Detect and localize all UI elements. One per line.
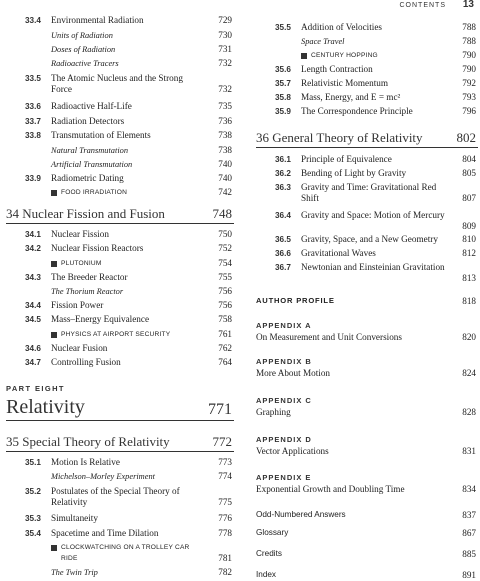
section-number: 33.8 xyxy=(25,131,41,140)
toc-subsection-entry[interactable] xyxy=(6,567,234,578)
section-title: The Twin Trip xyxy=(51,568,98,577)
section-title: Motion Is Relative xyxy=(51,457,120,467)
page-ref: 773 xyxy=(218,457,232,467)
toc-subsection-entry[interactable] xyxy=(6,286,234,297)
section-title: Bending of Light by Gravity xyxy=(301,168,407,178)
section-number: 35.1 xyxy=(25,458,41,467)
page-ref: 790 xyxy=(462,50,476,60)
page-ref: 810 xyxy=(462,234,476,244)
page-ref: 781 xyxy=(218,553,232,563)
running-header xyxy=(0,0,480,12)
chapter-number: 35 xyxy=(6,434,19,449)
page-ref: 820 xyxy=(462,332,476,342)
appendix-label: APPENDIX C xyxy=(256,396,312,405)
page-ref: 813 xyxy=(462,273,476,283)
section-title: The Correspondence Principle xyxy=(301,106,413,116)
backmatter-title: Credits xyxy=(256,549,282,558)
toc-section-entry[interactable] xyxy=(256,154,478,165)
section-title: Fission Power xyxy=(51,300,104,310)
toc-feature-box-entry[interactable] xyxy=(256,50,478,61)
toc-section-entry[interactable] xyxy=(256,182,478,204)
toc-section-entry[interactable] xyxy=(256,78,478,89)
page-ref: 756 xyxy=(218,286,232,296)
section-title: Newtonian and Einsteinian Gravitation xyxy=(301,262,445,272)
page-ref: 809 xyxy=(462,221,476,231)
toc-section-entry[interactable] xyxy=(6,486,234,508)
page-ref: 738 xyxy=(218,145,232,155)
toc-section-entry[interactable] xyxy=(256,234,478,245)
section-title: PHYSICS AT AIRPORT SECURITY xyxy=(51,329,206,340)
toc-section-entry[interactable] xyxy=(256,210,478,232)
toc-subsection-entry[interactable] xyxy=(256,36,478,47)
section-title: Addition of Velocities xyxy=(301,22,382,32)
backmatter-title: AUTHOR PROFILE xyxy=(256,296,335,305)
chapter-page: 802 xyxy=(456,130,476,145)
toc-section-entry[interactable] xyxy=(6,272,234,283)
section-number: 36.6 xyxy=(275,249,291,258)
toc-feature-box-entry[interactable] xyxy=(6,542,234,564)
appendix-label: APPENDIX E xyxy=(256,473,312,482)
toc-section-entry[interactable] xyxy=(6,243,234,254)
toc-section-entry[interactable] xyxy=(256,262,478,284)
appendix-entry[interactable] xyxy=(256,321,478,345)
section-number: 33.5 xyxy=(25,74,41,83)
page-ref: 867 xyxy=(462,528,476,538)
toc-section-entry[interactable] xyxy=(6,173,234,184)
section-number: 35.7 xyxy=(275,79,291,88)
appendix-title: Graphing xyxy=(256,407,291,417)
section-title: Environmental Radiation xyxy=(51,15,144,25)
toc-section-entry[interactable] xyxy=(6,229,234,240)
backmatter-title: Index xyxy=(256,570,277,579)
section-number: 36.2 xyxy=(275,169,291,178)
page-ref: 805 xyxy=(462,168,476,178)
toc-section-entry[interactable] xyxy=(256,64,478,75)
section-title: Gravity, Space, and a New Geometry xyxy=(301,234,438,244)
appendix-entry[interactable] xyxy=(256,473,478,497)
part-label: PART EIGHT xyxy=(6,384,65,393)
page-ref: 762 xyxy=(218,343,232,353)
section-number: 35.4 xyxy=(25,529,41,538)
section-title: FOOD IRRADIATION xyxy=(51,187,206,198)
page-ref: 764 xyxy=(218,357,232,367)
section-number: 34.3 xyxy=(25,273,41,282)
backmatter-entry[interactable] xyxy=(256,528,478,539)
page-ref: 742 xyxy=(218,187,232,197)
toc-section-entry[interactable] xyxy=(6,101,234,112)
page-ref: 756 xyxy=(218,300,232,310)
page-ref: 831 xyxy=(462,446,476,456)
section-number: 36.4 xyxy=(275,211,291,220)
page-ref: 754 xyxy=(218,258,232,268)
chapter-title xyxy=(256,130,423,146)
toc-subsection-entry[interactable] xyxy=(6,58,234,69)
section-number: 36.7 xyxy=(275,263,291,272)
appendix-label: APPENDIX D xyxy=(256,435,312,444)
page-number: 13 xyxy=(462,0,474,10)
appendix-title: Exponential Growth and Doubling Time xyxy=(256,484,405,494)
section-title: The Thorium Reactor xyxy=(51,287,124,296)
toc-section-entry[interactable] xyxy=(6,457,234,468)
page-ref: 735 xyxy=(218,101,232,111)
page-ref: 740 xyxy=(218,159,232,169)
section-title: Relativistic Momentum xyxy=(301,78,389,88)
section-title: Gravity and Time: Gravitational Red Shift xyxy=(301,182,437,203)
page-ref: 807 xyxy=(462,193,476,203)
section-title: Mass–Energy Equivalence xyxy=(51,314,150,324)
appendix-entry[interactable] xyxy=(256,435,478,459)
toc-section-entry[interactable] xyxy=(6,15,234,26)
page-ref: 775 xyxy=(218,497,232,507)
section-number: 33.4 xyxy=(25,16,41,25)
section-title: Gravity and Space: Motion of Mercury xyxy=(301,210,445,220)
section-number: 33.6 xyxy=(25,102,41,111)
page-ref: 750 xyxy=(218,229,232,239)
section-title: Nuclear Fission Reactors xyxy=(51,243,144,253)
page-ref: 752 xyxy=(218,243,232,253)
page-ref: 837 xyxy=(462,510,476,520)
section-title: Transmutation of Elements xyxy=(51,130,151,140)
toc-section-entry[interactable] xyxy=(6,130,234,141)
section-title: The Breeder Reactor xyxy=(51,272,128,282)
section-number: 34.4 xyxy=(25,301,41,310)
section-title: Nuclear Fusion xyxy=(51,343,108,353)
toc-section-entry[interactable] xyxy=(6,357,234,368)
section-title: Michelson–Morley Experiment xyxy=(51,472,155,481)
toc-section-entry[interactable] xyxy=(256,22,478,33)
backmatter-title: Odd-Numbered Answers xyxy=(256,510,346,519)
toc-subsection-entry[interactable] xyxy=(6,471,234,482)
page-ref: 740 xyxy=(218,173,232,183)
section-title: CENTURY HOPPING xyxy=(301,50,450,61)
page-ref: 731 xyxy=(218,44,232,54)
page-ref: 732 xyxy=(218,58,232,68)
section-title: Nuclear Fission xyxy=(51,229,109,239)
toc-feature-box-entry[interactable] xyxy=(6,329,234,340)
section-title: Gravitational Waves xyxy=(301,248,376,258)
page-ref: 792 xyxy=(462,78,476,88)
page-ref: 755 xyxy=(218,272,232,282)
section-number: 34.2 xyxy=(25,244,41,253)
toc-subsection-entry[interactable] xyxy=(6,145,234,156)
page-ref: 730 xyxy=(218,30,232,40)
page-ref: 824 xyxy=(462,368,476,378)
toc-section-entry[interactable] xyxy=(6,343,234,354)
page-ref: 793 xyxy=(462,92,476,102)
part-heading[interactable] xyxy=(6,384,234,421)
chapter-page: 772 xyxy=(212,434,232,449)
section-title: Length Contraction xyxy=(301,64,373,74)
toc-section-entry[interactable] xyxy=(256,92,478,103)
page-ref: 761 xyxy=(218,329,232,339)
appendix-entry[interactable] xyxy=(256,396,478,420)
toc-section-entry[interactable] xyxy=(256,168,478,179)
page-ref: 790 xyxy=(462,64,476,74)
page-ref: 778 xyxy=(218,528,232,538)
chapter-heading[interactable] xyxy=(256,126,478,148)
chapter-name: Special Theory of Relativity xyxy=(19,434,170,449)
backmatter-entry[interactable] xyxy=(256,296,478,307)
appendix-title: More About Motion xyxy=(256,368,331,378)
section-title: Controlling Fusion xyxy=(51,357,121,367)
toc-subsection-entry[interactable] xyxy=(6,44,234,55)
section-number: 34.1 xyxy=(25,230,41,239)
section-title: Units of Radiation xyxy=(51,31,113,40)
chapter-name: General Theory of Relativity xyxy=(269,130,423,145)
section-title: Doses of Radiation xyxy=(51,45,116,54)
chapter-number: 36 xyxy=(256,130,269,145)
backmatter-entry[interactable] xyxy=(256,570,478,581)
section-title: Space Travel xyxy=(301,37,345,46)
page-ref: 758 xyxy=(218,314,232,324)
section-number: 35.8 xyxy=(275,93,291,102)
toc-subsection-entry[interactable] xyxy=(6,30,234,41)
section-title: Postulates of the Special Theory of Relativity xyxy=(51,486,180,507)
section-title: Simultaneity xyxy=(51,513,98,523)
appendix-label: APPENDIX B xyxy=(256,357,312,366)
page-ref: 729 xyxy=(218,15,232,25)
part-title: Relativity xyxy=(6,396,85,418)
section-number: 34.6 xyxy=(25,344,41,353)
section-number: 34.7 xyxy=(25,358,41,367)
page-ref: 782 xyxy=(218,567,232,577)
section-number: 36.1 xyxy=(275,155,291,164)
page-ref: 738 xyxy=(218,130,232,140)
section-title: CLOCKWATCHING ON A TROLLEY CAR RIDE xyxy=(51,542,206,564)
chapter-name: Nuclear Fission and Fusion xyxy=(19,206,165,221)
page-ref: 828 xyxy=(462,407,476,417)
section-number: 35.5 xyxy=(275,23,291,32)
page-ref: 891 xyxy=(462,570,476,580)
section-title: Principle of Equivalence xyxy=(301,154,392,164)
page-ref: 776 xyxy=(218,513,232,523)
page-ref: 818 xyxy=(462,296,476,306)
toc-section-entry[interactable] xyxy=(256,106,478,117)
section-title: Radiometric Dating xyxy=(51,173,124,183)
toc-feature-box-entry[interactable] xyxy=(6,187,234,198)
toc-section-entry[interactable] xyxy=(6,528,234,539)
section-number: 36.3 xyxy=(275,183,291,192)
backmatter-title: Glossary xyxy=(256,528,289,537)
page-ref: 788 xyxy=(462,36,476,46)
page-ref: 812 xyxy=(462,248,476,258)
section-number: 36.5 xyxy=(275,235,291,244)
section-title: Artificial Transmutation xyxy=(51,160,133,169)
page-ref: 732 xyxy=(218,84,232,94)
section-number: 35.2 xyxy=(25,487,41,496)
toc-section-entry[interactable] xyxy=(256,248,478,259)
section-title: Natural Transmutation xyxy=(51,146,129,155)
page-ref: 736 xyxy=(218,116,232,126)
section-title: Mass, Energy, and E = mc² xyxy=(301,92,401,102)
section-number: 35.9 xyxy=(275,107,291,116)
page-ref: 796 xyxy=(462,106,476,116)
section-number: 35.3 xyxy=(25,514,41,523)
part-page: 771 xyxy=(208,401,232,418)
page-ref: 885 xyxy=(462,549,476,559)
chapter-heading[interactable] xyxy=(6,430,234,452)
section-title: The Atomic Nucleus and the Strong Force xyxy=(51,73,183,94)
toc-subsection-entry[interactable] xyxy=(6,159,234,170)
toc-section-entry[interactable] xyxy=(6,513,234,524)
toc-section-entry[interactable] xyxy=(6,116,234,127)
chapter-title xyxy=(6,206,165,222)
section-title: Radiation Detectors xyxy=(51,116,125,126)
toc-section-entry[interactable] xyxy=(6,73,234,95)
appendix-title: Vector Applications xyxy=(256,446,329,456)
chapter-page: 748 xyxy=(212,206,232,221)
section-title: PLUTONIUM xyxy=(51,258,206,269)
chapter-title xyxy=(6,434,170,450)
toc-section-entry[interactable] xyxy=(6,300,234,311)
page-ref: 834 xyxy=(462,484,476,494)
page-ref: 788 xyxy=(462,22,476,32)
section-title: Spacetime and Time Dilation xyxy=(51,528,159,538)
section-title: Radioactive Tracers xyxy=(51,59,119,68)
toc-feature-box-entry[interactable] xyxy=(6,258,234,269)
section-title: Radioactive Half-Life xyxy=(51,101,132,111)
appendix-entry[interactable] xyxy=(256,357,478,381)
toc-section-entry[interactable] xyxy=(6,314,234,325)
running-header-label: CONTENTS xyxy=(399,2,446,9)
chapter-number: 34 xyxy=(6,206,19,221)
backmatter-entry[interactable] xyxy=(256,510,478,521)
section-number: 33.9 xyxy=(25,174,41,183)
section-number: 33.7 xyxy=(25,117,41,126)
appendix-label: APPENDIX A xyxy=(256,321,312,330)
chapter-heading[interactable] xyxy=(6,202,234,224)
section-number: 35.6 xyxy=(275,65,291,74)
backmatter-entry[interactable] xyxy=(256,549,478,560)
section-number: 34.5 xyxy=(25,315,41,324)
appendix-title: On Measurement and Unit Conversions xyxy=(256,332,402,342)
page-ref: 804 xyxy=(462,154,476,164)
page-ref: 774 xyxy=(218,471,232,481)
